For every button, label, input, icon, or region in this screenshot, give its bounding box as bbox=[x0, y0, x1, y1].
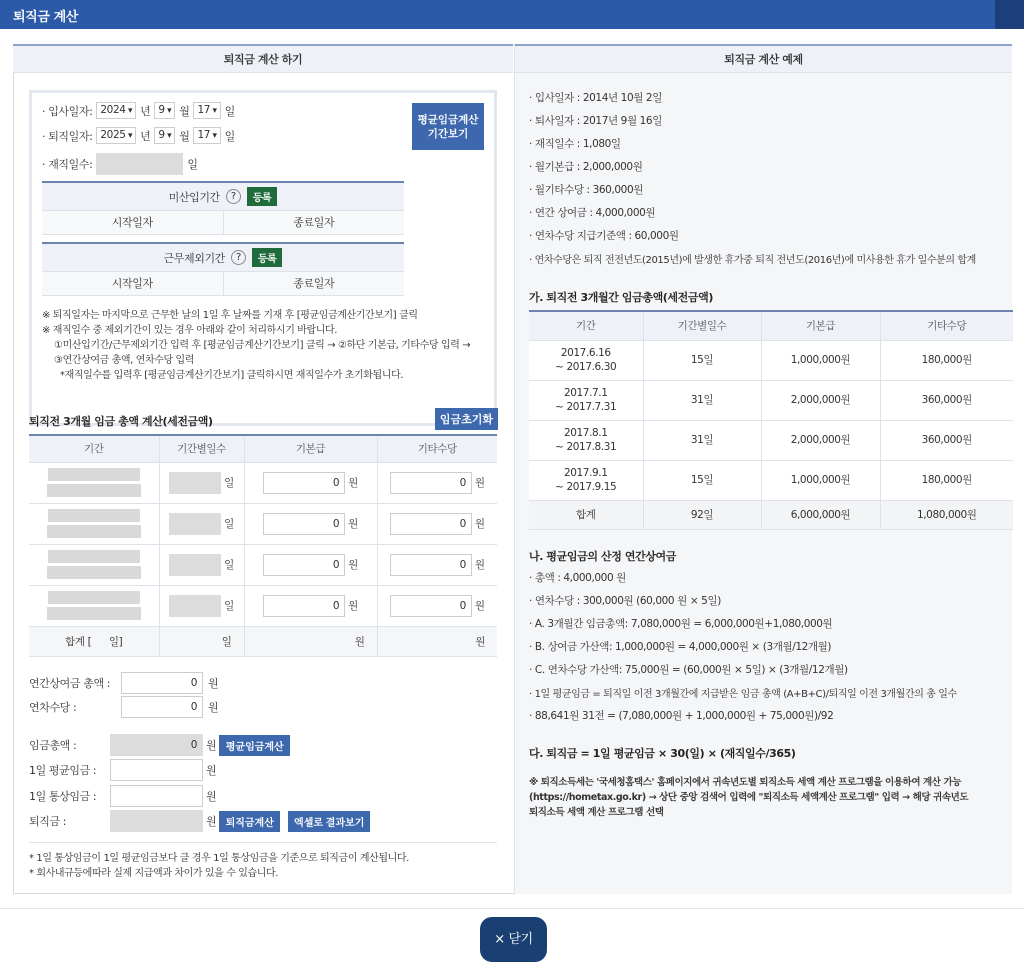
section-b-title: 나. 평균임금의 산정 연간상여금 bbox=[529, 550, 677, 563]
severance-calc-button[interactable]: 퇴직금계산 bbox=[219, 811, 280, 832]
calculator-panel bbox=[13, 44, 513, 894]
avg-calc-button[interactable]: 평균임금계산 bbox=[219, 735, 290, 756]
fact-item: · 재직일수 : 1,080일 bbox=[529, 136, 621, 151]
annual-leave-label: 연차수당 : bbox=[29, 701, 77, 714]
period-end-field[interactable] bbox=[47, 525, 141, 538]
days-field[interactable] bbox=[169, 472, 221, 494]
annual-leave-row: 연차수당 : 0 원 bbox=[29, 696, 218, 718]
fact-item: · 연차수당은 퇴직 전전년도(2015년)에 발생한 휴가중 퇴직 전년도(2016년)에 미사용한 휴가 일수분의 합계 bbox=[529, 251, 976, 266]
calculator-header: 퇴직금 계산 하기 bbox=[13, 44, 513, 73]
daily-avg-field[interactable] bbox=[110, 759, 203, 781]
sum-days: 일 bbox=[159, 626, 244, 656]
fact-item: · 월기타수당 : 360,000원 bbox=[529, 182, 643, 197]
section-c-title: 다. 퇴직금 = 1일 평균임금 × 30(일) × (재직일수/365) bbox=[529, 747, 796, 760]
day-unit: 일 bbox=[224, 129, 235, 143]
other-allowance-input[interactable]: 0 bbox=[390, 513, 472, 535]
excel-result-button[interactable]: 엑셀로 결과보기 bbox=[288, 811, 370, 832]
uncounted-start-header: 시작일자 bbox=[42, 211, 224, 234]
window-title: 퇴직금 계산 bbox=[13, 10, 78, 25]
col-period: 기간 bbox=[529, 311, 643, 340]
col-other: 기타수당 bbox=[880, 311, 1013, 340]
tax-note: ※ 퇴직소득세는 '국세청홈택스' 홈페이지에서 귀속년도별 퇴직소득 세액 계산 프로그램을 이용하여 계산 가능 (https://hometax.go.kr) → 상단 중앙 검색어 입력에 "퇴직소득 세액계산 프로그램" 입력 → 해당 귀속년도 퇴직소득 세액 계산 프로그램 선택 bbox=[529, 777, 969, 818]
instruction-notes bbox=[42, 308, 470, 383]
bonus-row: 연간상여금 총액 : 0 원 bbox=[29, 672, 218, 694]
excluded-period-title: 근무제외기간 bbox=[163, 251, 225, 265]
table-row: 2017.7.1 ~ 2017.7.31 31일 2,000,000원 360,000원 bbox=[529, 380, 1013, 420]
daily-ordinary-label: 1일 통상임금 : bbox=[29, 790, 97, 803]
wage-input-table bbox=[29, 434, 497, 657]
calc-item: · 88,641원 31전 = (7,080,000원 + 1,000,000원 + 75,000원)/92 bbox=[529, 708, 833, 723]
join-date-label: · 입사일자: bbox=[42, 104, 93, 118]
basic-pay-input[interactable]: 0 bbox=[263, 595, 345, 617]
date-input-box bbox=[29, 90, 497, 426]
calc-item: · B. 상여금 가산액: 1,000,000원 = 4,000,000원 × (3개월/12개월) bbox=[529, 639, 831, 654]
help-icon[interactable]: ? bbox=[231, 250, 246, 265]
table-row: 일 0 원 0 원 bbox=[29, 503, 497, 544]
retire-date-label: · 퇴직일자: bbox=[42, 129, 93, 143]
uncounted-period-table bbox=[42, 181, 404, 235]
total-wage-label: 임금총액 : bbox=[29, 739, 77, 752]
excluded-register-button[interactable]: 등록 bbox=[252, 248, 283, 267]
period-end-field[interactable] bbox=[47, 607, 141, 620]
table-row: 일 0 원 0 원 bbox=[29, 462, 497, 503]
example-wage-table bbox=[529, 310, 1013, 530]
severance-label: 퇴직금 : bbox=[29, 815, 67, 828]
bonus-input[interactable]: 0 bbox=[121, 672, 203, 694]
uncounted-register-button[interactable]: 등록 bbox=[247, 187, 278, 206]
calc-item: · 연차수당 : 300,000원 (60,000 원 × 5일) bbox=[529, 593, 721, 608]
calc-item: · 1일 평균임금 = 퇴직일 이전 3개월간에 지급받은 임금 총액 (A+B+C)/퇴직일 이전 3개월간의 총 일수 bbox=[529, 685, 957, 700]
daily-ordinary-field[interactable] bbox=[110, 785, 203, 807]
footnote-line: * 회사내규등에따라 실제 지급액과 차이가 있을 수 있습니다. bbox=[29, 868, 279, 879]
col-days: 기간별일수 bbox=[643, 311, 761, 340]
join-date-row bbox=[42, 102, 235, 119]
sum-row: 합계 [ 일] 일 원 원 bbox=[29, 626, 497, 656]
total-wage-field: 0 bbox=[110, 734, 203, 756]
col-basic: 기본급 bbox=[244, 435, 377, 462]
period-end-field[interactable] bbox=[47, 566, 141, 579]
close-button[interactable]: × 닫기 bbox=[480, 917, 547, 962]
sum-basic: 원 bbox=[244, 626, 377, 656]
total-wage-row: 임금총액 : 0 원 평균임금계산 bbox=[29, 734, 290, 756]
footnotes bbox=[29, 851, 409, 881]
excluded-period-table bbox=[42, 242, 404, 296]
sum-row: 합계 92일 6,000,000원 1,080,000원 bbox=[529, 500, 1013, 529]
note-line: ①미산입기간/근무제외기간 입력 후 [평균임금계산기간보기] 클릭 → ②하단 기본급, 기타수당 입력 → bbox=[54, 340, 471, 351]
join-month-select[interactable]: 9 ▾ bbox=[154, 102, 175, 119]
table-row: 일 0 원 0 원 bbox=[29, 544, 497, 585]
title-bar bbox=[0, 0, 1024, 29]
avg-period-button[interactable]: 평균임금계산 기간보기 bbox=[412, 103, 484, 150]
period-start-field[interactable] bbox=[48, 509, 140, 522]
daily-ordinary-row: 1일 통상임금 : 원 bbox=[29, 785, 216, 807]
days-field[interactable] bbox=[169, 513, 221, 535]
days-field[interactable] bbox=[169, 595, 221, 617]
period-start-field[interactable] bbox=[48, 468, 140, 481]
basic-pay-input[interactable]: 0 bbox=[263, 513, 345, 535]
daily-avg-row: 1일 평균임금 : 원 bbox=[29, 759, 216, 781]
sum-other: 원 bbox=[377, 626, 497, 656]
basic-pay-input[interactable]: 0 bbox=[263, 472, 345, 494]
severance-field bbox=[110, 810, 203, 832]
period-start-field[interactable] bbox=[48, 591, 140, 604]
work-days-label: · 재직일수: bbox=[42, 158, 93, 171]
daily-avg-label: 1일 평균임금 : bbox=[29, 764, 97, 777]
fact-item: · 연차수당 지급기준액 : 60,000원 bbox=[529, 228, 679, 243]
work-days-input[interactable] bbox=[96, 153, 183, 175]
col-period: 기간 bbox=[29, 435, 159, 462]
excluded-end-header: 종료일자 bbox=[293, 277, 335, 290]
wage-section-title: 퇴직전 3개월 임금 총액 계산(세전금액) bbox=[29, 415, 213, 428]
year-unit: 년 bbox=[140, 104, 151, 118]
title-bar-accent bbox=[995, 0, 1024, 29]
basic-pay-input[interactable]: 0 bbox=[263, 554, 345, 576]
fact-item: · 입사일자 : 2014년 10월 2일 bbox=[529, 90, 662, 105]
work-days-row bbox=[42, 153, 198, 175]
table-row: 2017.9.1 ~ 2017.9.15 15일 1,000,000원 180,000원 bbox=[529, 460, 1013, 500]
note-line: ③연간상여금 총액, 연차수당 입력 bbox=[54, 355, 195, 366]
fact-item: · 월기본급 : 2,000,000원 bbox=[529, 159, 642, 174]
annual-leave-input[interactable]: 0 bbox=[121, 696, 203, 718]
col-basic: 기본급 bbox=[761, 311, 880, 340]
help-icon[interactable]: ? bbox=[226, 189, 241, 204]
other-allowance-input[interactable]: 0 bbox=[390, 595, 472, 617]
wage-reset-button[interactable]: 임금초기화 bbox=[435, 408, 498, 430]
footnote-line: * 1일 통상임금이 1일 평균임금보다 클 경우 1일 통상임금을 기준으로 퇴직금이 계산됩니다. bbox=[29, 853, 409, 864]
month-unit: 월 bbox=[179, 104, 190, 118]
other-allowance-input[interactable]: 0 bbox=[390, 554, 472, 576]
table-row: 일 0 원 0 원 bbox=[29, 585, 497, 626]
bonus-label: 연간상여금 총액 : bbox=[29, 677, 111, 690]
example-header: 퇴직금 계산 예제 bbox=[515, 44, 1012, 73]
uncounted-end-header: 종료일자 bbox=[293, 216, 335, 229]
footer-divider bbox=[0, 908, 1024, 909]
uncounted-period-title: 미산입기간 bbox=[168, 190, 220, 204]
calc-item: · 총액 : 4,000,000 원 bbox=[529, 570, 626, 585]
work-days-unit: 일 bbox=[187, 158, 198, 171]
period-start-field[interactable] bbox=[48, 550, 140, 563]
day-unit: 일 bbox=[224, 104, 235, 118]
table-row: 2017.6.16 ~ 2017.6.30 15일 1,000,000원 180,000원 bbox=[529, 340, 1013, 380]
join-day-select[interactable]: 17 ▾ bbox=[193, 102, 220, 119]
excluded-start-header: 시작일자 bbox=[42, 272, 224, 295]
retire-month-select[interactable]: 9 ▾ bbox=[154, 127, 175, 144]
example-panel bbox=[514, 44, 1012, 894]
section-a-title: 가. 퇴직전 3개월간 임금총액(세전금액) bbox=[529, 291, 713, 304]
fact-item: · 퇴사일자 : 2017년 9월 16일 bbox=[529, 113, 662, 128]
calc-item: · C. 연차수당 가산액: 75,000원 = (60,000원 × 5일) × (3개월/12개월) bbox=[529, 662, 848, 677]
other-allowance-input[interactable]: 0 bbox=[390, 472, 472, 494]
severance-row: 퇴직금 : 원 퇴직금계산 엑셀로 결과보기 bbox=[29, 810, 370, 832]
divider bbox=[29, 842, 497, 843]
year-unit: 년 bbox=[140, 129, 151, 143]
table-row: 2017.8.1 ~ 2017.8.31 31일 2,000,000원 360,000원 bbox=[529, 420, 1013, 460]
calc-item: · A. 3개월간 임금총액: 7,080,000원 = 6,000,000원+1,080,000원 bbox=[529, 616, 832, 631]
col-days: 기간별일수 bbox=[159, 435, 244, 462]
note-line: ※ 퇴직일자는 마지막으로 근무한 날의 1일 후 날짜를 기재 후 [평균임금계산기간보기] 클릭 bbox=[42, 310, 418, 321]
retire-date-row bbox=[42, 127, 235, 144]
days-field[interactable] bbox=[169, 554, 221, 576]
join-year-select[interactable]: 2024 ▾ bbox=[96, 102, 136, 119]
note-line: *재직일수를 입력후 [평균임금계산기간보기] 클릭하시면 재직일수가 초기화됩니다. bbox=[60, 370, 404, 381]
col-other: 기타수당 bbox=[377, 435, 497, 462]
note-line: ※ 재직일수 중 제외기간이 있는 경우 아래와 같이 처리하시기 바랍니다. bbox=[42, 325, 338, 336]
retire-day-select[interactable]: 17 ▾ bbox=[193, 127, 220, 144]
month-unit: 월 bbox=[179, 129, 190, 143]
period-end-field[interactable] bbox=[47, 484, 141, 497]
fact-item: · 연간 상여금 : 4,000,000원 bbox=[529, 205, 655, 220]
retire-year-select[interactable]: 2025 ▾ bbox=[96, 127, 136, 144]
